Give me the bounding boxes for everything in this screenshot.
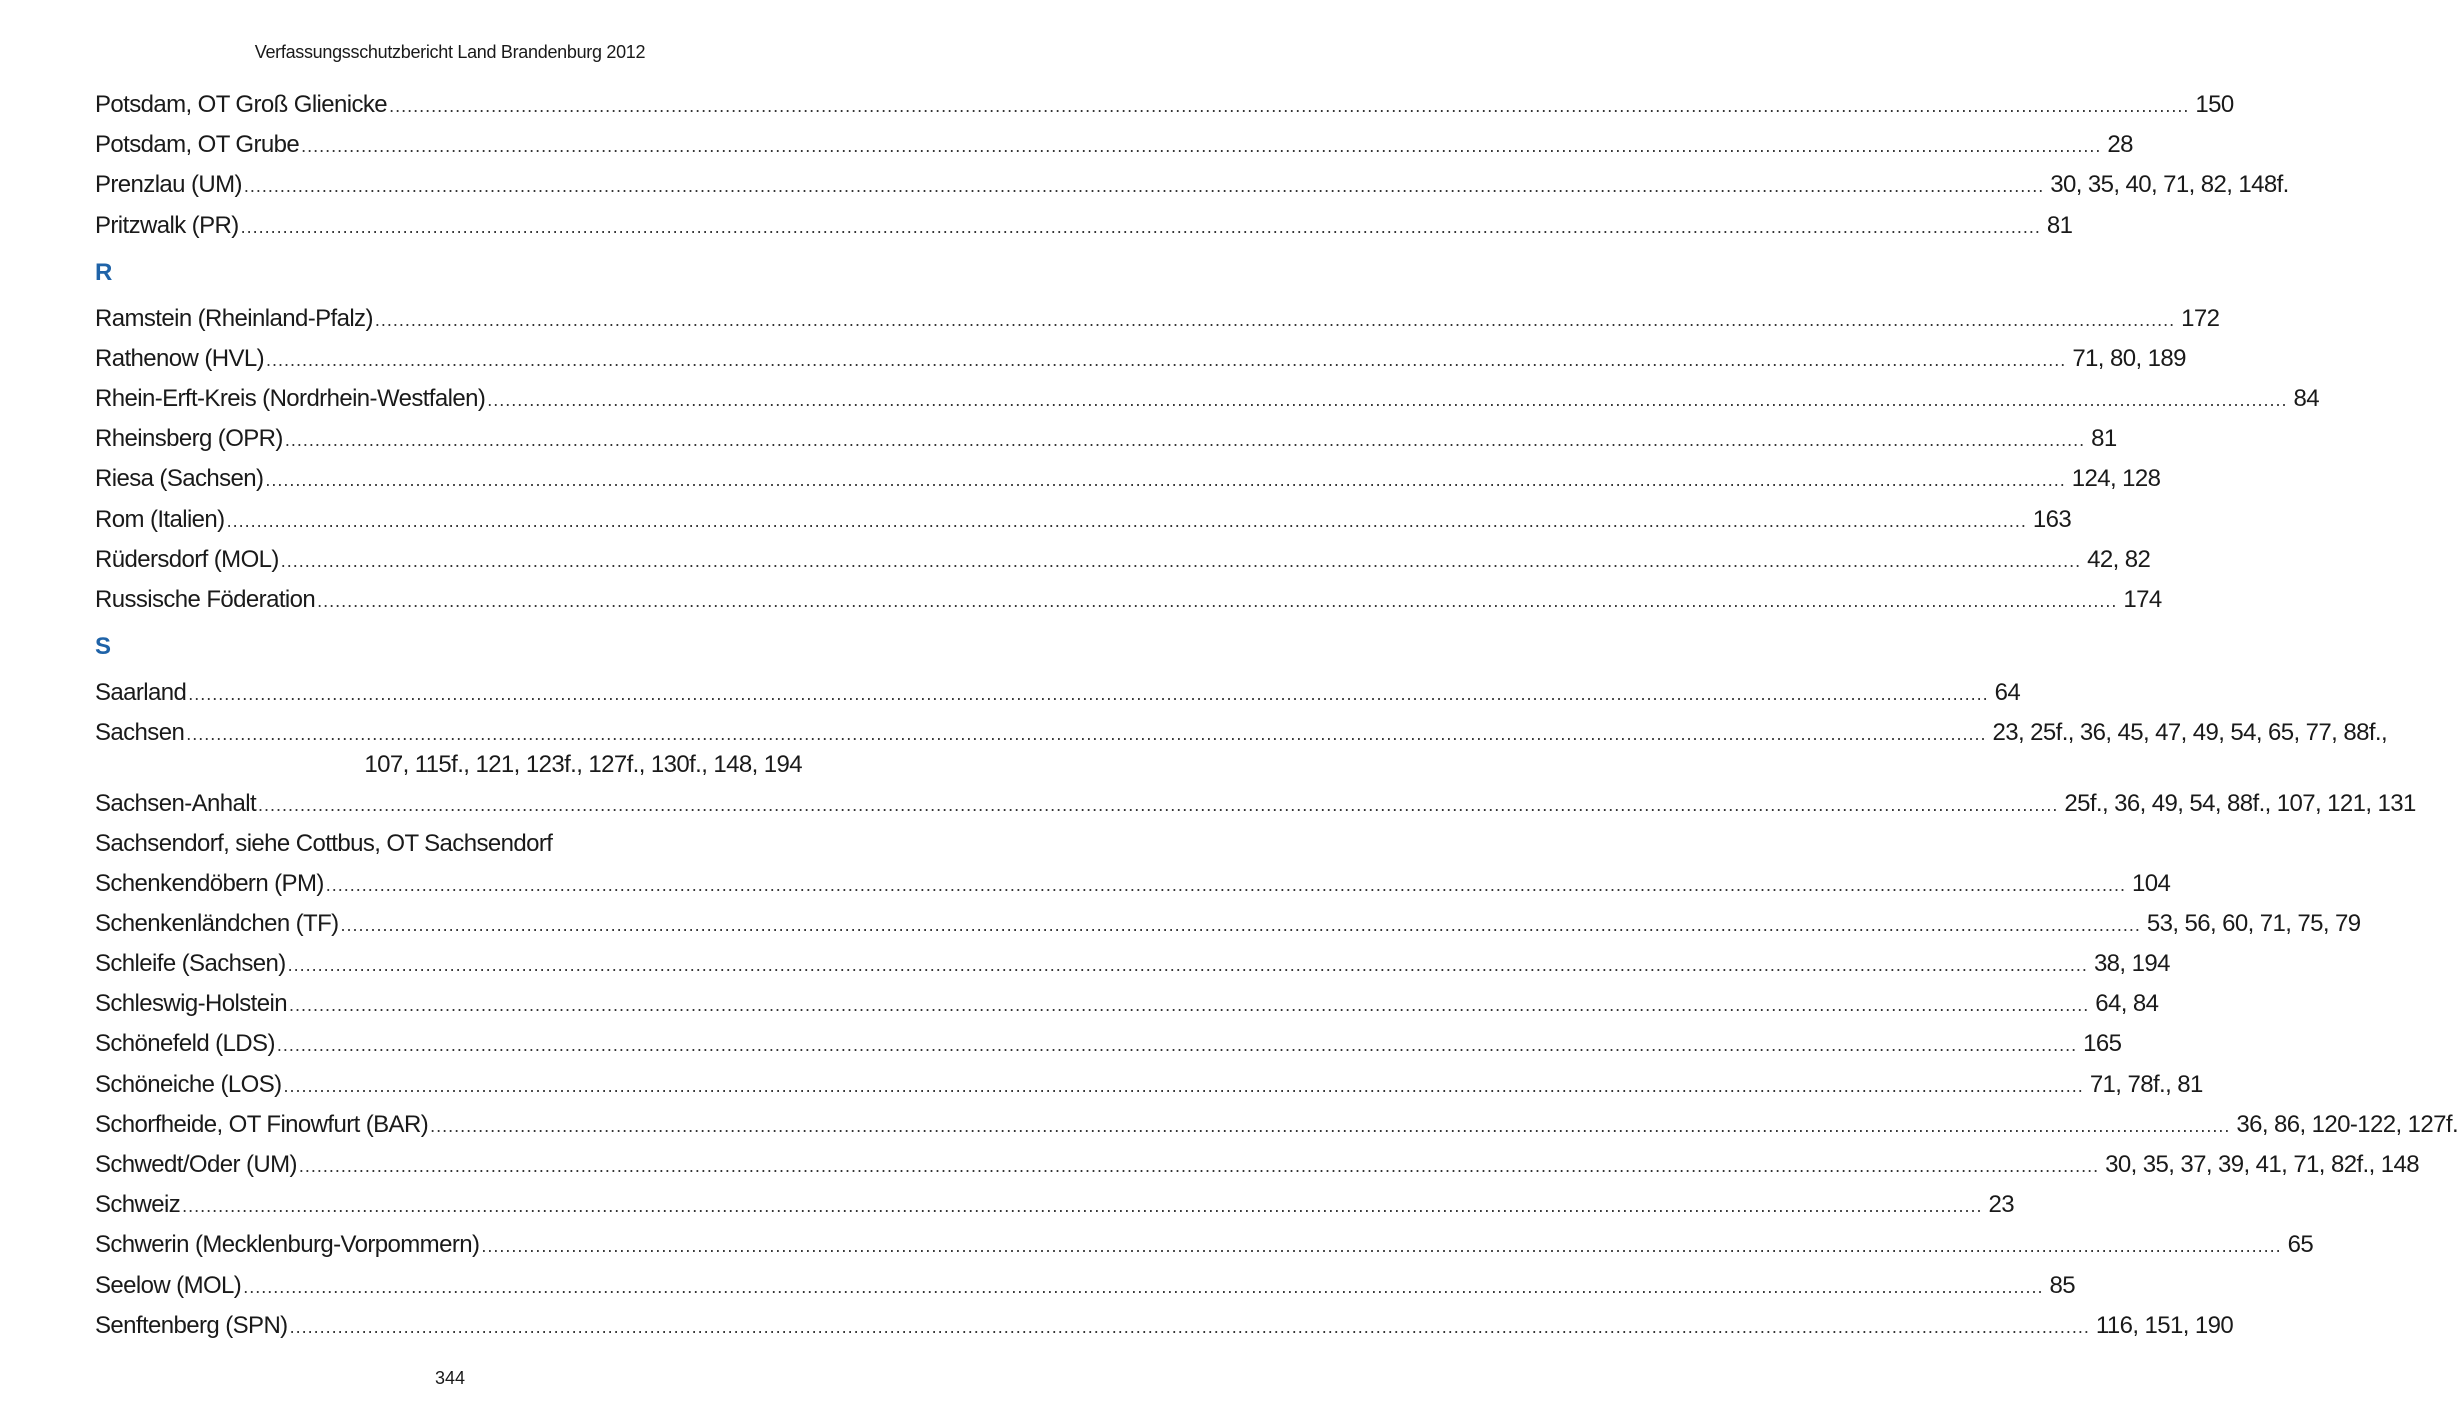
index-entry-pages: 71, 80, 189 <box>2072 344 2186 372</box>
index-entry-pages: 65 <box>2287 1231 2314 1259</box>
dot-leader: ............................................................................................................................................................................................................................................................................................................ <box>389 96 2190 116</box>
running-header: Verfassungsschutzbericht Land Brandenburg 2012 <box>254 42 646 62</box>
index-entry-name: Schenkenländchen (TF) <box>95 909 339 937</box>
index-entry <box>95 1150 2419 1181</box>
index-entry-name: Rom (Italien) <box>95 505 225 533</box>
dot-leader: ............................................................................................................................................................................................................................................................................................................ <box>240 216 2041 237</box>
index-entry-pages: 64, 84 <box>2095 990 2159 1018</box>
index-entry <box>95 1029 2122 1060</box>
index-entry-pages: 84 <box>2293 384 2320 412</box>
index-entry <box>95 1311 2234 1342</box>
index-entry-name: Rathenow (HVL) <box>95 344 265 372</box>
index-entry <box>95 1070 2203 1101</box>
index-entry <box>95 344 2186 375</box>
index-entry-name: Saarland <box>95 678 187 706</box>
index-entry <box>95 989 2159 1020</box>
dot-leader: ............................................................................................................................................................................................................................................................................................................ <box>289 1316 2090 1337</box>
index-entry-pages: 81 <box>2046 211 2073 239</box>
index-entry <box>95 170 2289 201</box>
index-entry-pages: 23, 25f., 36, 45, 47, 49, 54, 65, 77, 88f., <box>1992 719 2388 747</box>
index-entry-pages: 38, 194 <box>2093 950 2170 977</box>
index-entry <box>95 1190 2014 1221</box>
index-entry-name: Schleife (Sachsen) <box>95 950 286 977</box>
index-entry-name: Potsdam, OT Grube <box>95 131 300 159</box>
index-entry-name: Riesa (Sachsen) <box>95 465 264 493</box>
index-entry-pages: 172 <box>2181 304 2220 332</box>
index-entry <box>95 130 2133 161</box>
dot-leader: ............................................................................................................................................................................................................................................................................................................ <box>317 590 2118 611</box>
dot-leader: ............................................................................................................................................................................................................................................................................................................ <box>374 309 2176 330</box>
index-entry-pages: 28 <box>2107 131 2133 159</box>
index-entry-name: Rhein-Erft-Kreis (Nordrhein-Westfalen) <box>95 384 486 412</box>
index-entry <box>95 545 2151 576</box>
index-entry <box>95 909 2361 940</box>
index-entry <box>95 789 2416 820</box>
index-entry-pages: 23 <box>1988 1191 2014 1219</box>
index-entry <box>95 90 2234 121</box>
index-entry-pages: 116, 151, 190 <box>2095 1311 2234 1339</box>
index-entry <box>95 829 802 859</box>
index-entry <box>95 1230 2314 1261</box>
index-entry-pages-continued: 107, 115f., 121, 123f., 127f., 130f., 148, 194 <box>364 751 802 779</box>
dot-leader: ............................................................................................................................................................................................................................................................................................................ <box>284 430 2086 451</box>
index-entry-name: Sachsen <box>95 719 185 747</box>
index-entry-pages: 124, 128 <box>2071 465 2161 493</box>
index-entry-name: Schöneiche (LOS) <box>95 1070 282 1098</box>
dot-leader: ............................................................................................................................................................................................................................................................................................................ <box>226 510 2027 531</box>
index-entry-name: Pritzwalk (PR) <box>95 211 239 239</box>
dot-leader: ............................................................................................................................................................................................................................................................................................................ <box>265 470 2066 491</box>
dot-leader: ............................................................................................................................................................................................................................................................................................................ <box>288 995 2090 1016</box>
index-entry-name: Sachsen-Anhalt <box>95 790 257 818</box>
index-entry-pages: 150 <box>2195 91 2234 118</box>
index-entry-name: Schwerin (Mecklenburg-Vorpommern) <box>95 1231 480 1259</box>
index-entry <box>95 505 2072 536</box>
index-entry-name: Potsdam, OT Groß Glienicke <box>95 91 388 118</box>
dot-leader: ............................................................................................................................................................................................................................................................................................................ <box>182 1196 1983 1217</box>
index-entry-pages: 165 <box>2083 1030 2122 1058</box>
index-entry <box>95 211 2073 242</box>
dot-leader: ............................................................................................................................................................................................................................................................................................................ <box>186 724 1987 745</box>
index-entry-pages: 64 <box>1994 678 2021 706</box>
index-entry <box>95 869 2171 900</box>
page-number: 344 <box>434 1368 466 1388</box>
dot-leader: ............................................................................................................................................................................................................................................................................................................ <box>243 176 2045 197</box>
index-list <box>95 90 2458 1351</box>
index-entry <box>95 949 2170 980</box>
dot-leader: ............................................................................................................................................................................................................................................................................................................ <box>266 349 2067 370</box>
index-entry <box>95 304 2220 335</box>
index-entry <box>95 384 2320 415</box>
index-entry-pages: 25f., 36, 49, 54, 88f., 107, 121, 131 <box>2064 790 2416 818</box>
index-entry-pages: 30, 35, 40, 71, 82, 148f. <box>2050 171 2289 199</box>
index-entry <box>95 1110 2458 1141</box>
index-entry-pages: 71, 78f., 81 <box>2089 1070 2203 1098</box>
dot-leader: ............................................................................................................................................................................................................................................................................................................ <box>188 683 1989 704</box>
dot-leader: ............................................................................................................................................................................................................................................................................................................ <box>340 914 2141 935</box>
index-entry-pages: 30, 35, 37, 39, 41, 71, 82f., 148 <box>2105 1150 2419 1178</box>
dot-leader: ............................................................................................................................................................................................................................................................................................................ <box>276 1035 2078 1056</box>
index-entry-pages: 85 <box>2049 1271 2075 1299</box>
dot-leader: ............................................................................................................................................................................................................................................................................................................ <box>280 550 2082 571</box>
dot-leader: ............................................................................................................................................................................................................................................................................................................ <box>487 389 2288 410</box>
dot-leader: ............................................................................................................................................................................................................................................................................................................ <box>325 874 2127 895</box>
index-entry-pages: 42, 82 <box>2087 545 2151 573</box>
index-entry-pages: 53, 56, 60, 71, 75, 79 <box>2146 909 2361 937</box>
index-entry-name: Prenzlau (UM) <box>95 171 242 199</box>
index-entry <box>95 464 2161 495</box>
index-entry-name: Sachsendorf, siehe Cottbus, OT Sachsendorf <box>95 830 553 858</box>
index-entry-name: Seelow (MOL) <box>95 1271 242 1299</box>
index-entry-name: Rheinsberg (OPR) <box>95 425 283 453</box>
index-entry-name: Schleswig-Holstein <box>95 990 287 1018</box>
index-entry <box>95 1271 2075 1302</box>
index-entry-pages: 174 <box>2123 585 2162 613</box>
index-entry <box>95 678 2021 709</box>
index-entry-pages: 163 <box>2032 505 2072 533</box>
index-entry-name: Russische Föderation <box>95 585 316 613</box>
dot-leader: ............................................................................................................................................................................................................................................................................................................ <box>283 1075 2084 1096</box>
index-entry-pages: 81 <box>2091 425 2117 453</box>
index-entry-name: Schweiz <box>95 1191 181 1219</box>
index-entry <box>95 424 2117 455</box>
dot-leader: ............................................................................................................................................................................................................................................................................................................ <box>481 1236 2282 1257</box>
index-entry-pages: 36, 86, 120-122, 127f. <box>2236 1110 2458 1138</box>
index-entry <box>95 585 2162 616</box>
dot-leader: ............................................................................................................................................................................................................................................................................................................ <box>430 1115 2231 1136</box>
index-entry-name: Schorfheide, OT Finowfurt (BAR) <box>95 1110 429 1138</box>
dot-leader: ............................................................................................................................................................................................................................................................................................................ <box>243 1276 2044 1297</box>
dot-leader: ............................................................................................................................................................................................................................................................................................................ <box>258 795 2059 816</box>
index-entry <box>95 718 2388 749</box>
index-entry-pages: 104 <box>2132 869 2171 897</box>
dot-leader: ............................................................................................................................................................................................................................................................................................................ <box>298 1155 2100 1176</box>
index-letter-heading: S <box>95 632 112 660</box>
index-entry-name: Schenkendöbern (PM) <box>95 869 324 897</box>
index-entry-name: Ramstein (Rheinland-Pfalz) <box>95 304 373 332</box>
index-letter-heading: R <box>95 258 113 286</box>
index-entry-name: Rüdersdorf (MOL) <box>95 545 279 573</box>
index-entry-name: Schwedt/Oder (UM) <box>95 1150 297 1178</box>
dot-leader: ............................................................................................................................................................................................................................................................................................................ <box>301 136 2102 157</box>
dot-leader: ............................................................................................................................................................................................................................................................................................................ <box>287 955 2088 975</box>
index-entry-name: Schönefeld (LDS) <box>95 1030 275 1058</box>
index-entry-name: Senftenberg (SPN) <box>95 1311 288 1339</box>
